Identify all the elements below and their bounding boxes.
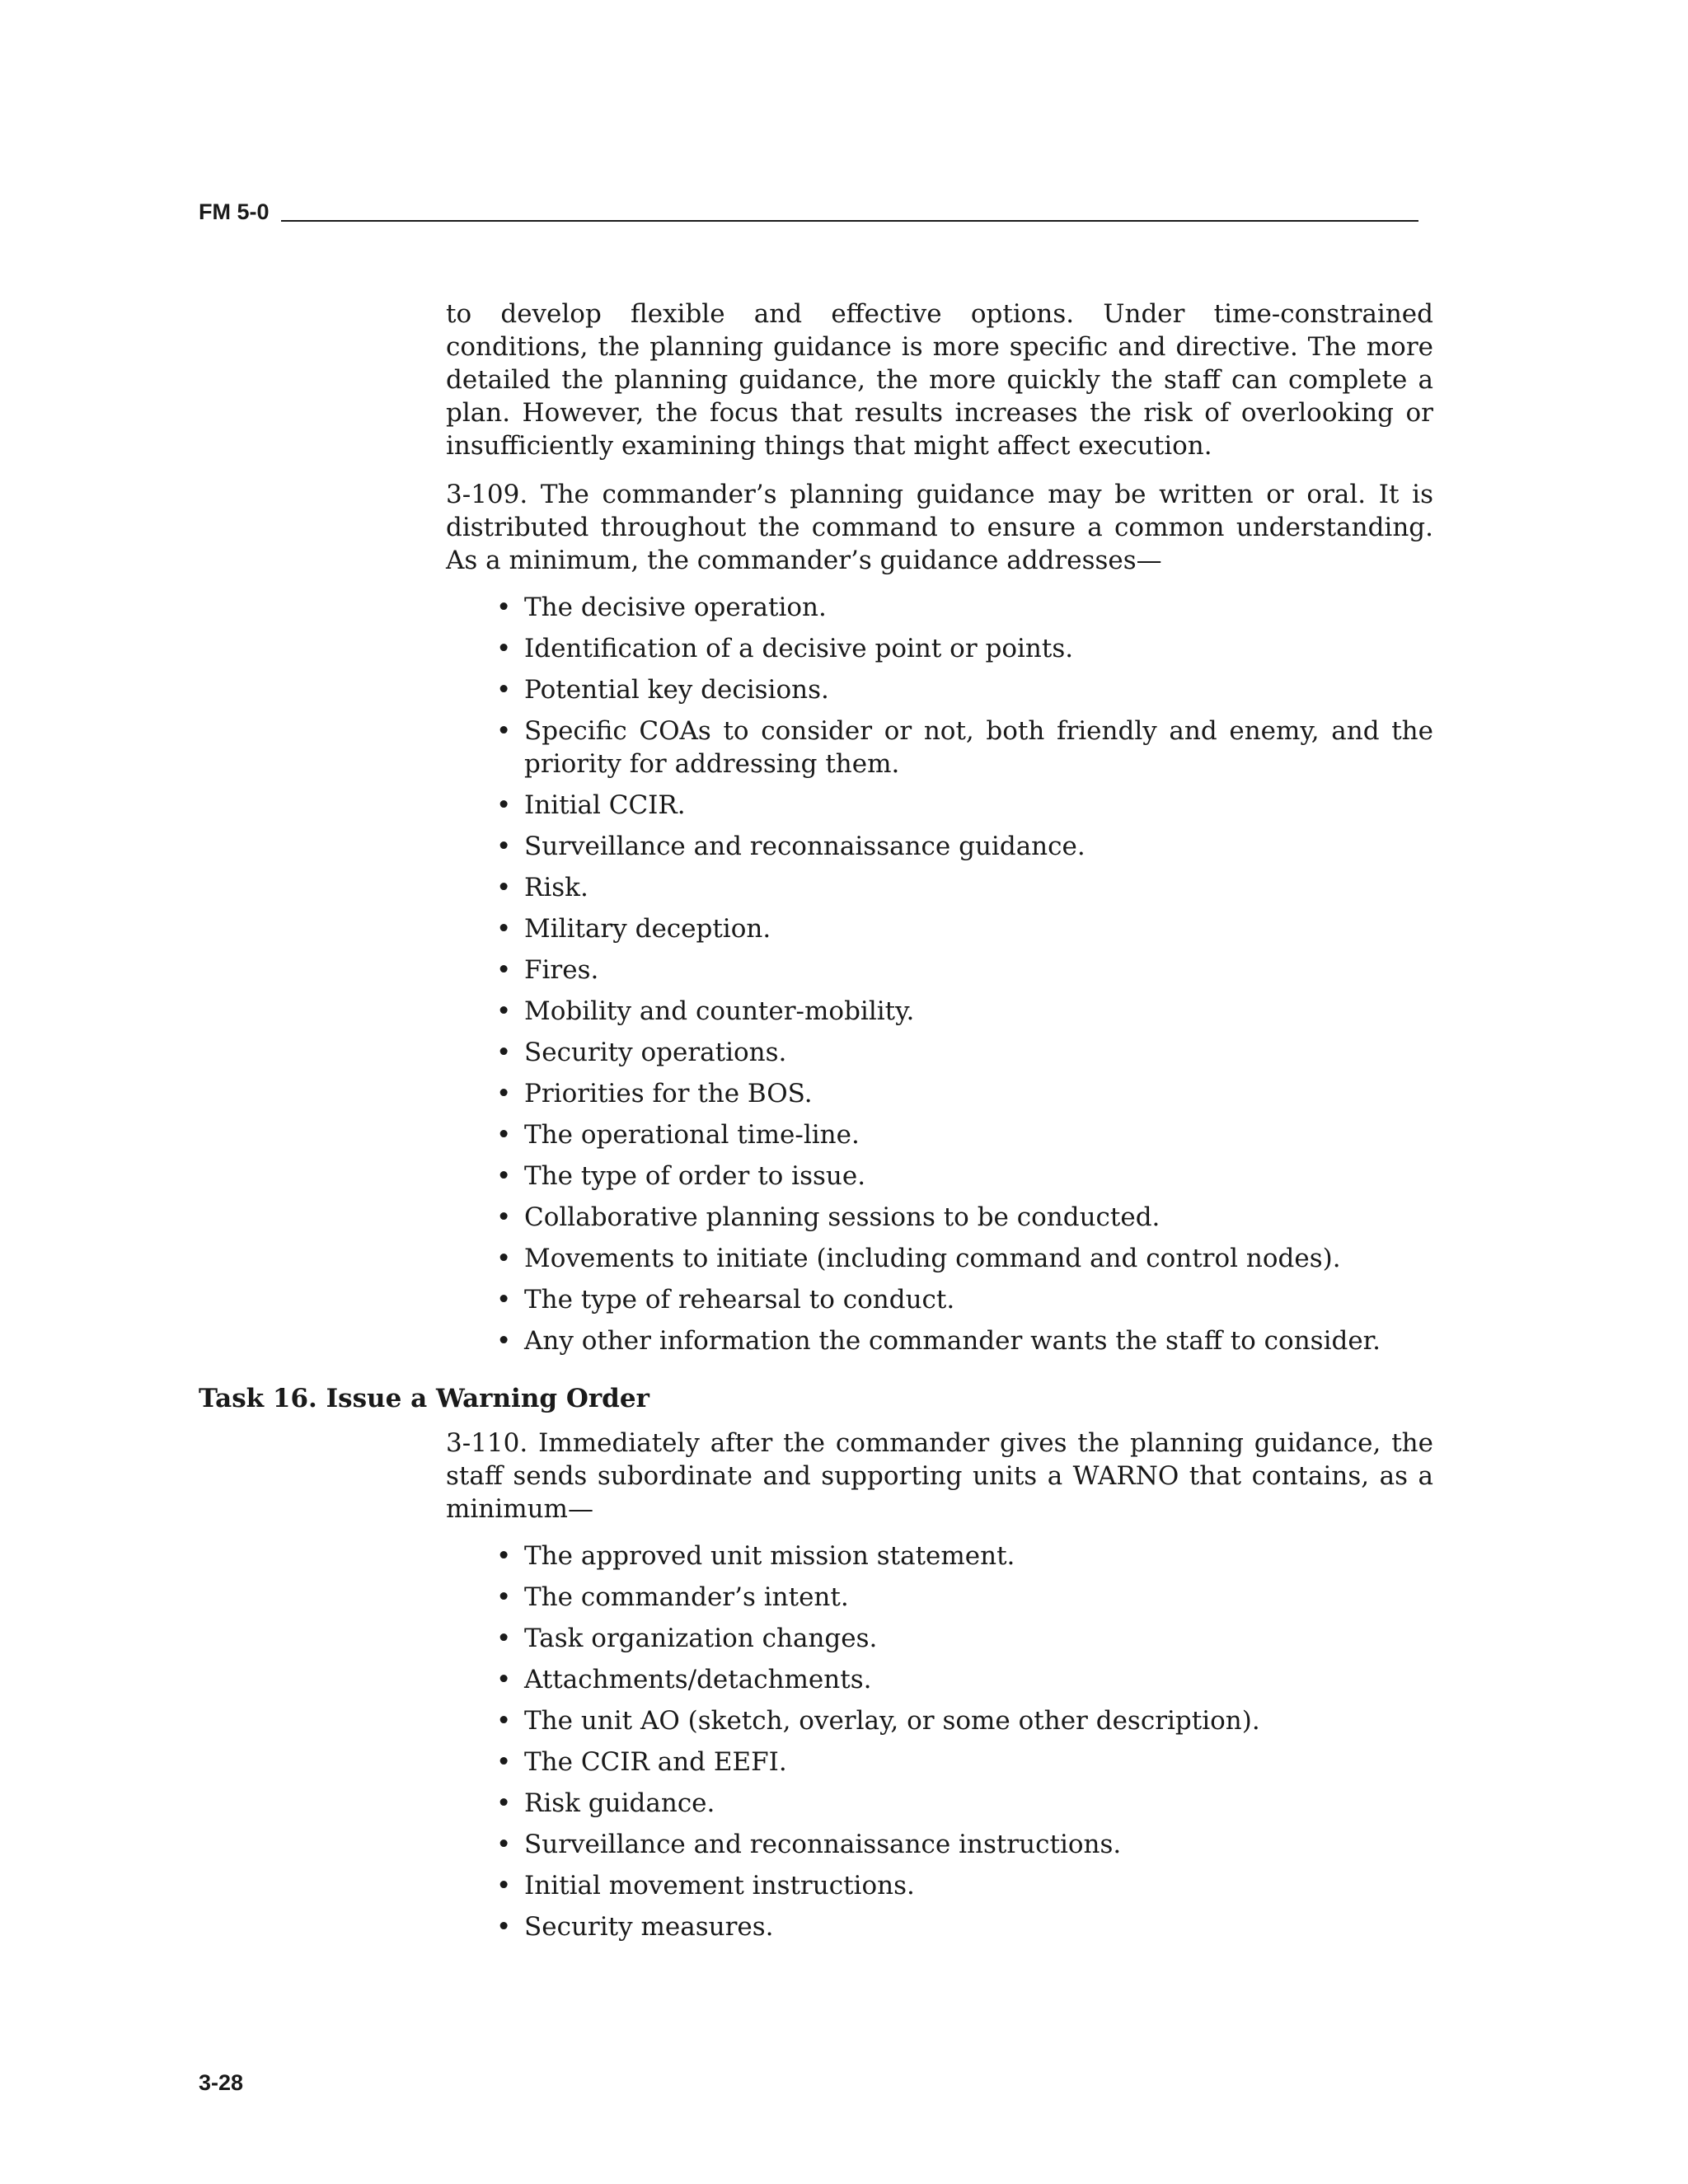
bullet-icon: • [496,832,512,861]
list-item: • Task organization changes. [496,1624,878,1653]
bullet-icon: • [496,675,512,705]
list-item: • The CCIR and EEFI. [496,1747,787,1777]
list-item: • Surveillance and reconnaissance instructions. [496,1830,1122,1859]
bullet-icon: • [496,1788,512,1818]
list-item: • The unit AO (sketch, overlay, or some other description). [496,1706,1260,1736]
bullet-icon: • [496,955,512,985]
list-item: • The type of rehearsal to conduct. [496,1285,955,1315]
list-item: • The operational time-line. [496,1120,860,1150]
paragraph-continued: to develop flexible and effective options. Under time-constrained conditions, the planning guidance is more specific and directive. The more detailed the planning guidance, the more quickly the staff can complete a plan. However, the focus that results increases the risk of overlooking or insufficiently examining things that might affect execution. [446,299,1433,461]
bullet-icon: • [496,593,512,622]
list-item: • The type of order to issue. [496,1161,866,1191]
list-item: • Collaborative planning sessions to be conducted. [496,1202,1160,1232]
list-item: • Any other information the commander wants the staff to consider. [496,1326,1381,1356]
manual-id: FM 5-0 [199,199,270,224]
list-item: • Fires. [496,955,599,985]
paragraph-3-110: 3-110. Immediately after the commander gives the planning guidance, the staff sends subordinate and supporting units a WARNO that contains, as a minimum— [446,1428,1433,1524]
bullet-icon: • [496,1624,512,1653]
section-1-body [446,298,1433,1357]
warno-bullet-list [446,1540,1433,1943]
list-item: • The commander’s intent. [496,1582,849,1612]
list-item: • Specific COAs to consider or not, both friendly and enemy, and the priority for addressing them. [496,716,1433,779]
bullet-icon: • [496,1244,512,1273]
bullet-icon: • [496,1665,512,1694]
bullet-icon: • [496,914,512,944]
list-item: • Risk guidance. [496,1788,715,1818]
bullet-icon: • [496,996,512,1026]
bullet-icon: • [496,873,512,902]
header-rule [281,220,1418,222]
list-item: • Initial movement instructions. [496,1871,915,1900]
paragraph-3-109: 3-109. The commander’s planning guidance may be written or oral. It is distributed throughout the command to ensure a common understanding. As a minimum, the commander’s guidance addresses— [446,480,1433,575]
bullet-icon: • [496,1747,512,1777]
bullet-icon: • [496,1038,512,1067]
list-item: • Attachments/detachments. [496,1665,872,1694]
list-item: • The decisive operation. [496,593,827,622]
list-item: • The approved unit mission statement. [496,1541,1015,1571]
list-item: • Security operations. [496,1038,787,1067]
bullet-icon: • [496,1541,512,1571]
bullet-icon: • [496,1202,512,1232]
task-16-heading: Task 16. Issue a Warning Order [199,1384,649,1413]
list-item: • Mobility and counter-mobility. [496,996,915,1026]
list-item: • Risk. [496,873,588,902]
list-item: • Military deception. [496,914,771,944]
list-item: • Movements to initiate (including command and control nodes). [496,1244,1341,1273]
bullet-icon: • [496,1120,512,1150]
guidance-bullet-list [446,591,1433,1357]
list-item: • Priorities for the BOS. [496,1079,813,1108]
bullet-icon: • [496,1871,512,1900]
list-item: • Identification of a decisive point or points. [496,634,1074,663]
bullet-icon: • [496,1706,512,1736]
bullet-icon: • [496,790,512,820]
bullet-icon: • [496,1582,512,1612]
list-item: • Surveillance and reconnaissance guidance. [496,832,1085,861]
bullet-icon: • [496,716,512,746]
running-header [199,199,1418,224]
bullet-icon: • [496,634,512,663]
page-number: 3-28 [199,2070,244,2095]
bullet-icon: • [496,1326,512,1356]
bullet-icon: • [496,1079,512,1108]
bullet-icon: • [496,1912,512,1942]
list-item: • Security measures. [496,1912,774,1942]
bullet-icon: • [496,1830,512,1859]
bullet-icon: • [496,1285,512,1315]
list-item: • Potential key decisions. [496,675,829,705]
bullet-icon: • [496,1161,512,1191]
list-item: • Initial CCIR. [496,790,686,820]
task-16-body [446,1427,1433,1943]
